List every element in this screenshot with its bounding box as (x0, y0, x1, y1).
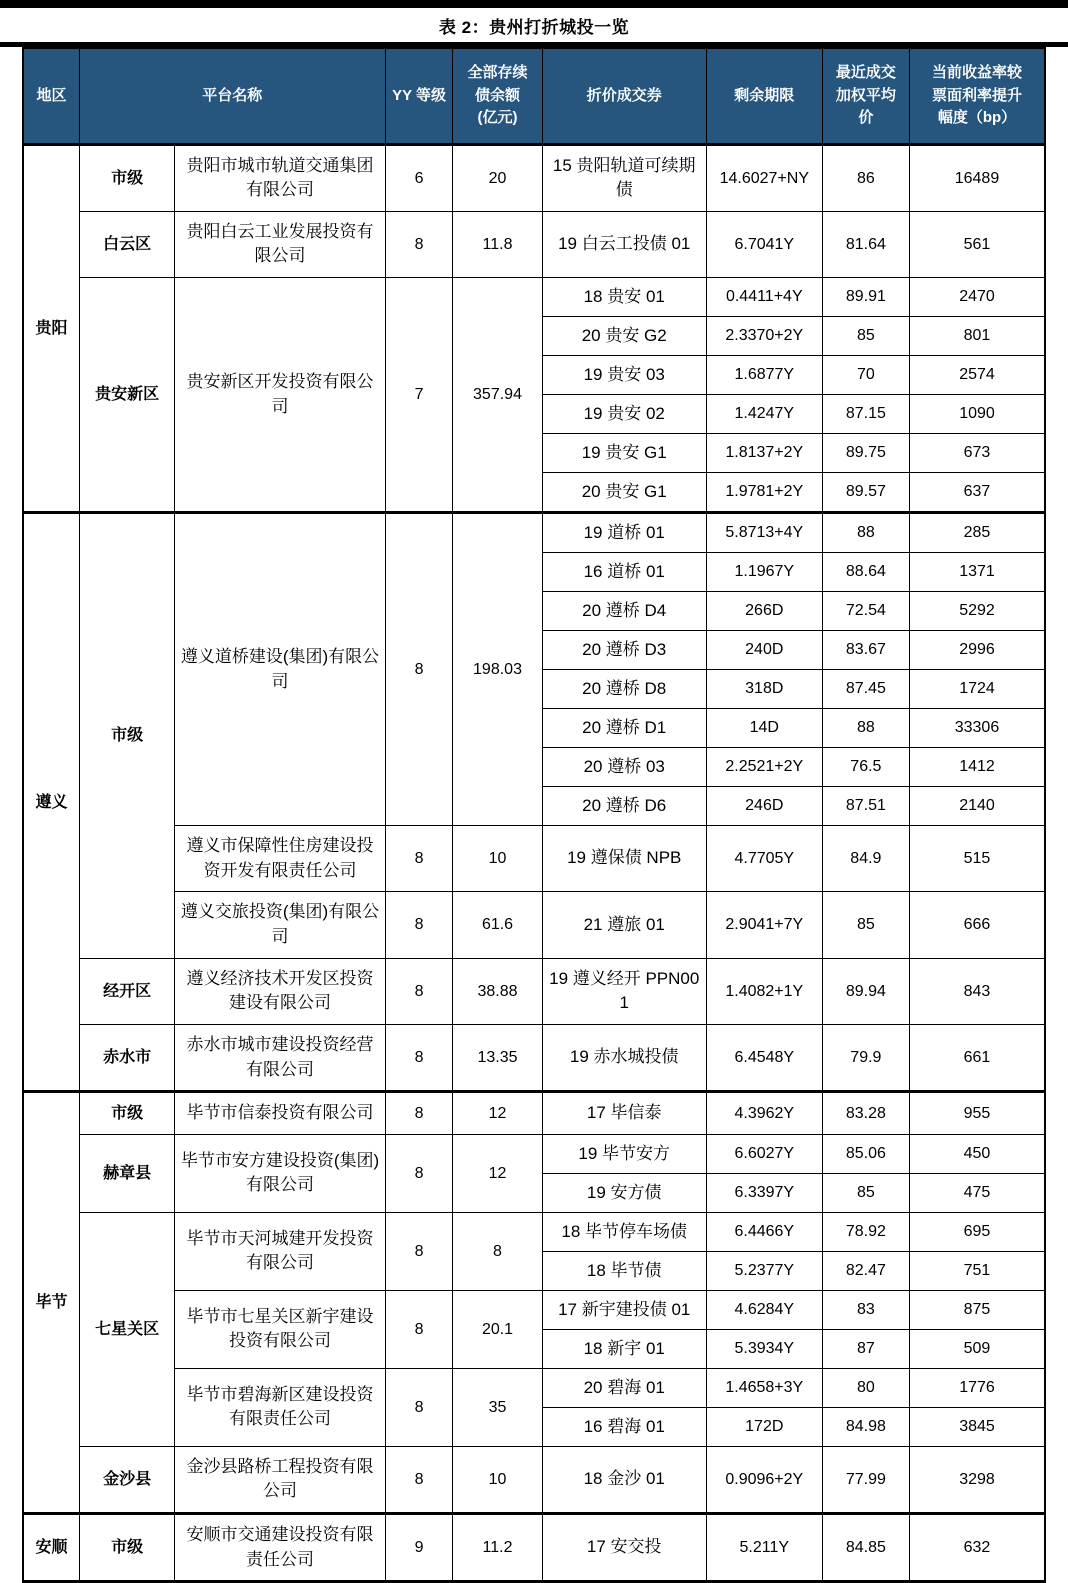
table-row (23, 1212, 1045, 1251)
weighted-avg-price-cell: 78.92 (822, 1212, 909, 1251)
weighted-avg-price-cell: 89.94 (822, 958, 909, 1024)
bond-name-cell: 18 贵安 01 (542, 278, 706, 317)
bond-name-cell: 19 遵义经开 PPN001 (542, 958, 706, 1024)
yield-spread-bp-cell: 3845 (909, 1407, 1045, 1446)
weighted-avg-price-cell: 81.64 (822, 211, 909, 277)
remaining-maturity-cell: 5.2377Y (706, 1251, 822, 1290)
remaining-maturity-cell: 1.8137+2Y (706, 434, 822, 473)
region-cell: 安顺 (23, 1514, 79, 1582)
weighted-avg-price-cell: 86 (822, 144, 909, 211)
yield-spread-bp-cell: 450 (909, 1134, 1045, 1173)
table-row (23, 278, 1045, 317)
company-name-cell: 毕节市天河城建开发投资有限公司 (175, 1212, 385, 1290)
bond-name-cell: 20 贵安 G2 (542, 317, 706, 356)
company-name-cell: 毕节市安方建设投资(集团)有限公司 (175, 1134, 385, 1212)
company-name-cell: 遵义交旅投资(集团)有限公司 (175, 892, 385, 958)
remaining-maturity-cell: 1.1967Y (706, 553, 822, 592)
table-row (23, 1092, 1045, 1135)
subregion-cell: 贵安新区 (79, 278, 174, 513)
remaining-maturity-cell: 4.3962Y (706, 1092, 822, 1135)
remaining-maturity-cell: 5.211Y (706, 1514, 822, 1582)
subregion-cell: 白云区 (79, 211, 174, 277)
yy-rating-cell: 8 (385, 1024, 453, 1091)
remaining-maturity-cell: 240D (706, 631, 822, 670)
yield-spread-bp-cell: 666 (909, 892, 1045, 958)
weighted-avg-price-cell: 85.06 (822, 1134, 909, 1173)
discount-bond-table (22, 47, 1046, 1583)
company-name-cell: 安顺市交通建设投资有限责任公司 (175, 1514, 385, 1582)
column-header: 最近成交 加权平均 价 (822, 48, 909, 144)
weighted-avg-price-cell: 85 (822, 1173, 909, 1212)
table-row (23, 513, 1045, 553)
remaining-maturity-cell: 1.4082+1Y (706, 958, 822, 1024)
company-name-cell: 毕节市信泰投资有限公司 (175, 1092, 385, 1135)
table-row (23, 958, 1045, 1024)
company-name-cell: 遵义道桥建设(集团)有限公司 (175, 513, 385, 826)
outstanding-balance-cell: 10 (453, 1446, 542, 1513)
column-header: 全部存续 债余额 (亿元) (453, 48, 542, 144)
remaining-maturity-cell: 6.4548Y (706, 1024, 822, 1091)
yield-spread-bp-cell: 1090 (909, 395, 1045, 434)
remaining-maturity-cell: 2.9041+7Y (706, 892, 822, 958)
outstanding-balance-cell: 35 (453, 1368, 542, 1446)
subregion-cell: 市级 (79, 513, 174, 959)
yield-spread-bp-cell: 561 (909, 211, 1045, 277)
table-row (23, 144, 1045, 211)
outstanding-balance-cell: 198.03 (453, 513, 542, 826)
yy-rating-cell: 8 (385, 958, 453, 1024)
yield-spread-bp-cell: 661 (909, 1024, 1045, 1091)
yy-rating-cell: 8 (385, 211, 453, 277)
yield-spread-bp-cell: 673 (909, 434, 1045, 473)
bond-name-cell: 20 遵桥 D8 (542, 670, 706, 709)
outstanding-balance-cell: 357.94 (453, 278, 542, 513)
bond-name-cell: 19 白云工投债 01 (542, 211, 706, 277)
weighted-avg-price-cell: 89.75 (822, 434, 909, 473)
yy-rating-cell: 8 (385, 513, 453, 826)
yield-spread-bp-cell: 475 (909, 1173, 1045, 1212)
yy-rating-cell: 6 (385, 144, 453, 211)
remaining-maturity-cell: 5.8713+4Y (706, 513, 822, 553)
column-header: 平台名称 (79, 48, 385, 144)
company-name-cell: 毕节市七星关区新宇建设投资有限公司 (175, 1290, 385, 1368)
subregion-cell: 市级 (79, 144, 174, 211)
weighted-avg-price-cell: 88 (822, 513, 909, 553)
weighted-avg-price-cell: 87.45 (822, 670, 909, 709)
table-row (23, 892, 1045, 958)
yield-spread-bp-cell: 1724 (909, 670, 1045, 709)
remaining-maturity-cell: 2.3370+2Y (706, 317, 822, 356)
remaining-maturity-cell: 1.4658+3Y (706, 1368, 822, 1407)
page-top-rule (0, 0, 1068, 8)
weighted-avg-price-cell: 76.5 (822, 748, 909, 787)
subregion-cell: 经开区 (79, 958, 174, 1024)
yield-spread-bp-cell: 2140 (909, 787, 1045, 826)
remaining-maturity-cell: 6.4466Y (706, 1212, 822, 1251)
weighted-avg-price-cell: 80 (822, 1368, 909, 1407)
outstanding-balance-cell: 11.2 (453, 1514, 542, 1582)
outstanding-balance-cell: 10 (453, 826, 542, 892)
yy-rating-cell: 8 (385, 1212, 453, 1290)
bond-name-cell: 17 新宇建投债 01 (542, 1290, 706, 1329)
weighted-avg-price-cell: 70 (822, 356, 909, 395)
company-name-cell: 毕节市碧海新区建设投资有限责任公司 (175, 1368, 385, 1446)
remaining-maturity-cell: 1.9781+2Y (706, 473, 822, 513)
weighted-avg-price-cell: 79.9 (822, 1024, 909, 1091)
remaining-maturity-cell: 14D (706, 709, 822, 748)
yield-spread-bp-cell: 801 (909, 317, 1045, 356)
yield-spread-bp-cell: 955 (909, 1092, 1045, 1135)
subregion-cell: 市级 (79, 1514, 174, 1582)
weighted-avg-price-cell: 87.15 (822, 395, 909, 434)
yy-rating-cell: 8 (385, 1368, 453, 1446)
weighted-avg-price-cell: 82.47 (822, 1251, 909, 1290)
bond-name-cell: 21 遵旅 01 (542, 892, 706, 958)
outstanding-balance-cell: 38.88 (453, 958, 542, 1024)
bond-name-cell: 19 贵安 G1 (542, 434, 706, 473)
table-body (23, 144, 1045, 1582)
remaining-maturity-cell: 318D (706, 670, 822, 709)
weighted-avg-price-cell: 85 (822, 892, 909, 958)
subregion-cell: 市级 (79, 1092, 174, 1135)
remaining-maturity-cell: 6.7041Y (706, 211, 822, 277)
yield-spread-bp-cell: 5292 (909, 592, 1045, 631)
table-row (23, 1024, 1045, 1091)
weighted-avg-price-cell: 85 (822, 317, 909, 356)
remaining-maturity-cell: 1.6877Y (706, 356, 822, 395)
outstanding-balance-cell: 12 (453, 1092, 542, 1135)
company-name-cell: 贵安新区开发投资有限公司 (175, 278, 385, 513)
weighted-avg-price-cell: 83 (822, 1290, 909, 1329)
bond-name-cell: 16 碧海 01 (542, 1407, 706, 1446)
weighted-avg-price-cell: 87.51 (822, 787, 909, 826)
subregion-cell: 七星关区 (79, 1212, 174, 1446)
column-header: YY 等级 (385, 48, 453, 144)
yield-spread-bp-cell: 509 (909, 1329, 1045, 1368)
subregion-cell: 金沙县 (79, 1446, 174, 1513)
bond-name-cell: 19 遵保债 NPB (542, 826, 706, 892)
yield-spread-bp-cell: 632 (909, 1514, 1045, 1582)
weighted-avg-price-cell: 88 (822, 709, 909, 748)
bond-name-cell: 19 贵安 03 (542, 356, 706, 395)
company-name-cell: 贵阳白云工业发展投资有限公司 (175, 211, 385, 277)
region-cell: 贵阳 (23, 144, 79, 513)
column-header: 剩余期限 (706, 48, 822, 144)
company-name-cell: 遵义经济技术开发区投资建设有限公司 (175, 958, 385, 1024)
bond-name-cell: 18 毕节债 (542, 1251, 706, 1290)
bond-name-cell: 20 遵桥 D4 (542, 592, 706, 631)
weighted-avg-price-cell: 87 (822, 1329, 909, 1368)
yield-spread-bp-cell: 875 (909, 1290, 1045, 1329)
remaining-maturity-cell: 4.6284Y (706, 1290, 822, 1329)
remaining-maturity-cell: 4.7705Y (706, 826, 822, 892)
weighted-avg-price-cell: 83.67 (822, 631, 909, 670)
bond-name-cell: 20 贵安 G1 (542, 473, 706, 513)
remaining-maturity-cell: 5.3934Y (706, 1329, 822, 1368)
yy-rating-cell: 8 (385, 826, 453, 892)
company-name-cell: 金沙县路桥工程投资有限公司 (175, 1446, 385, 1513)
yield-spread-bp-cell: 33306 (909, 709, 1045, 748)
yield-spread-bp-cell: 2574 (909, 356, 1045, 395)
bond-name-cell: 20 遵桥 D6 (542, 787, 706, 826)
remaining-maturity-cell: 0.4411+4Y (706, 278, 822, 317)
yield-spread-bp-cell: 843 (909, 958, 1045, 1024)
weighted-avg-price-cell: 84.98 (822, 1407, 909, 1446)
outstanding-balance-cell: 20.1 (453, 1290, 542, 1368)
table-row (23, 1134, 1045, 1173)
bond-name-cell: 20 碧海 01 (542, 1368, 706, 1407)
yield-spread-bp-cell: 1371 (909, 553, 1045, 592)
subregion-cell: 赫章县 (79, 1134, 174, 1212)
weighted-avg-price-cell: 84.9 (822, 826, 909, 892)
yy-rating-cell: 8 (385, 1290, 453, 1368)
yield-spread-bp-cell: 751 (909, 1251, 1045, 1290)
outstanding-balance-cell: 61.6 (453, 892, 542, 958)
region-cell: 毕节 (23, 1092, 79, 1514)
yield-spread-bp-cell: 637 (909, 473, 1045, 513)
weighted-avg-price-cell: 89.57 (822, 473, 909, 513)
region-cell: 遵义 (23, 513, 79, 1092)
column-header: 当前收益率较 票面利率提升 幅度（bp） (909, 48, 1045, 144)
yield-spread-bp-cell: 16489 (909, 144, 1045, 211)
outstanding-balance-cell: 13.35 (453, 1024, 542, 1091)
bond-name-cell: 17 毕信泰 (542, 1092, 706, 1135)
yield-spread-bp-cell: 2996 (909, 631, 1045, 670)
yield-spread-bp-cell: 3298 (909, 1446, 1045, 1513)
table-row (23, 826, 1045, 892)
yy-rating-cell: 8 (385, 1446, 453, 1513)
remaining-maturity-cell: 2.2521+2Y (706, 748, 822, 787)
bond-name-cell: 18 金沙 01 (542, 1446, 706, 1513)
bond-name-cell: 15 贵阳轨道可续期债 (542, 144, 706, 211)
subregion-cell: 赤水市 (79, 1024, 174, 1091)
weighted-avg-price-cell: 77.99 (822, 1446, 909, 1513)
yield-spread-bp-cell: 695 (909, 1212, 1045, 1251)
remaining-maturity-cell: 266D (706, 592, 822, 631)
bond-name-cell: 18 新宇 01 (542, 1329, 706, 1368)
yield-spread-bp-cell: 285 (909, 513, 1045, 553)
outstanding-balance-cell: 12 (453, 1134, 542, 1212)
weighted-avg-price-cell: 89.91 (822, 278, 909, 317)
remaining-maturity-cell: 6.3397Y (706, 1173, 822, 1212)
table-row (23, 1514, 1045, 1582)
table-row (23, 1290, 1045, 1329)
company-name-cell: 赤水市城市建设投资经营有限公司 (175, 1024, 385, 1091)
yield-spread-bp-cell: 1412 (909, 748, 1045, 787)
bond-name-cell: 20 遵桥 D3 (542, 631, 706, 670)
outstanding-balance-cell: 8 (453, 1212, 542, 1290)
bond-name-cell: 19 贵安 02 (542, 395, 706, 434)
yield-spread-bp-cell: 1776 (909, 1368, 1045, 1407)
bond-name-cell: 20 遵桥 D1 (542, 709, 706, 748)
bond-name-cell: 19 毕节安方 (542, 1134, 706, 1173)
weighted-avg-price-cell: 83.28 (822, 1092, 909, 1135)
header-row (23, 48, 1045, 144)
weighted-avg-price-cell: 72.54 (822, 592, 909, 631)
remaining-maturity-cell: 1.4247Y (706, 395, 822, 434)
remaining-maturity-cell: 246D (706, 787, 822, 826)
bond-name-cell: 19 安方债 (542, 1173, 706, 1212)
yy-rating-cell: 8 (385, 1134, 453, 1212)
bond-name-cell: 19 道桥 01 (542, 513, 706, 553)
bond-name-cell: 20 遵桥 03 (542, 748, 706, 787)
yield-spread-bp-cell: 2470 (909, 278, 1045, 317)
weighted-avg-price-cell: 84.85 (822, 1514, 909, 1582)
yy-rating-cell: 7 (385, 278, 453, 513)
table-row (23, 211, 1045, 277)
remaining-maturity-cell: 14.6027+NY (706, 144, 822, 211)
table-row (23, 1446, 1045, 1513)
remaining-maturity-cell: 6.6027Y (706, 1134, 822, 1173)
table-row (23, 1368, 1045, 1407)
bond-name-cell: 16 道桥 01 (542, 553, 706, 592)
column-header: 折价成交券 (542, 48, 706, 144)
yy-rating-cell: 9 (385, 1514, 453, 1582)
company-name-cell: 贵阳市城市轨道交通集团有限公司 (175, 144, 385, 211)
remaining-maturity-cell: 172D (706, 1407, 822, 1446)
weighted-avg-price-cell: 88.64 (822, 553, 909, 592)
yy-rating-cell: 8 (385, 1092, 453, 1135)
yield-spread-bp-cell: 515 (909, 826, 1045, 892)
company-name-cell: 遵义市保障性住房建设投资开发有限责任公司 (175, 826, 385, 892)
remaining-maturity-cell: 0.9096+2Y (706, 1446, 822, 1513)
outstanding-balance-cell: 20 (453, 144, 542, 211)
yy-rating-cell: 8 (385, 892, 453, 958)
bond-name-cell: 19 赤水城投债 (542, 1024, 706, 1091)
outstanding-balance-cell: 11.8 (453, 211, 542, 277)
table-title: 表 2：贵州打折城投一览 (438, 18, 630, 37)
bond-name-cell: 17 安交投 (542, 1514, 706, 1582)
bond-name-cell: 18 毕节停车场债 (542, 1212, 706, 1251)
column-header: 地区 (23, 48, 79, 144)
